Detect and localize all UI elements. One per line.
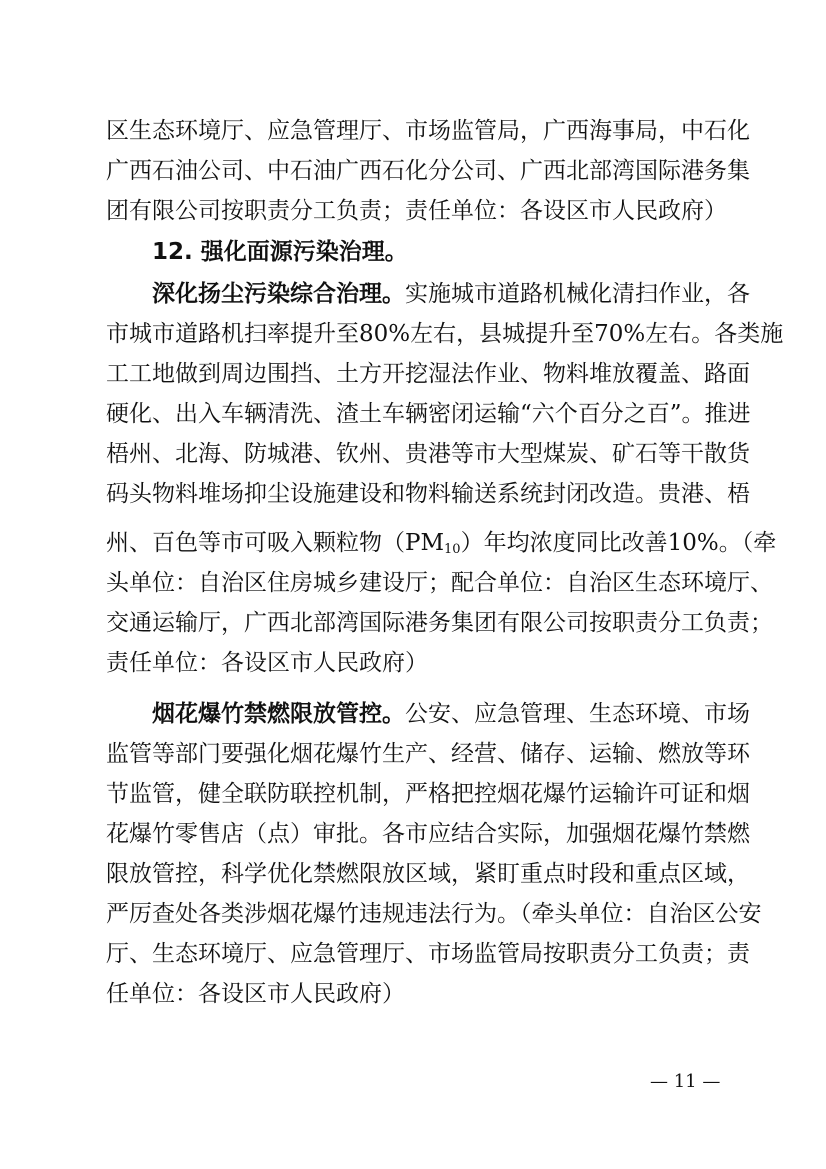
paragraph-text: 实施城市道路机械化清扫作业，各 <box>405 281 750 307</box>
body-text-line: 交通运输厅，广西北部湾国际港务集团有限公司按职责分工负责； <box>106 610 773 636</box>
paragraph-lead: 深化扬尘污染综合治理。 <box>152 281 405 307</box>
paragraph-first-line <box>152 701 750 727</box>
page-number: — 11 — <box>650 1071 721 1092</box>
pm-subscript: 10 <box>444 542 461 557</box>
body-text-line <box>106 530 777 562</box>
body-text-line: 任单位：各设区市人民政府） <box>106 981 405 1007</box>
body-text-line: 码头物料堆场抑尘设施建设和物料输送系统封闭改造。贵港、梧 <box>106 481 750 507</box>
body-text-line: 工工地做到周边围挡、土方开挖湿法作业、物料堆放覆盖、路面 <box>106 361 750 387</box>
body-text-line: 厅、生态环境厅、应急管理厅、市场监管局按职责分工负责；责 <box>106 941 750 967</box>
pm-text-pre: 州、百色等市可吸入颗粒物（PM <box>106 530 445 556</box>
body-text-line: 市城市道路机扫率提升至80%左右，县城提升至70%左右。各类施 <box>106 321 784 347</box>
body-text-line: 硬化、出入车辆清洗、渣土车辆密闭运输“六个百分之百”。推进 <box>106 401 751 427</box>
paragraph-first-line <box>152 281 750 307</box>
body-text-line: 区生态环境厅、应急管理厅、市场监管局，广西海事局，中石化 <box>106 118 750 144</box>
body-text-line: 头单位：自治区住房城乡建设厅；配合单位：自治区生态环境厅、 <box>106 570 773 596</box>
paragraph-text: 公安、应急管理、生态环境、市场 <box>405 701 750 727</box>
pm-text-post: ）年均浓度同比改善10%。（牵 <box>460 530 777 556</box>
body-text-line: 限放管控，科学优化禁燃限放区域，紧盯重点时段和重点区域， <box>106 861 750 887</box>
body-text-line: 梧州、北海、防城港、钦州、贵港等市大型煤炭、矿石等干散货 <box>106 441 750 467</box>
section-heading: 12. 强化面源污染治理。 <box>152 239 408 265</box>
paragraph-lead: 烟花爆竹禁燃限放管控。 <box>152 701 405 727</box>
body-text-line: 花爆竹零售店（点）审批。各市应结合实际，加强烟花爆竹禁燃 <box>106 821 750 847</box>
body-text-line: 团有限公司按职责分工负责；责任单位：各设区市人民政府） <box>106 198 727 224</box>
body-text-line: 广西石油公司、中石油广西石化分公司、广西北部湾国际港务集 <box>106 158 750 184</box>
body-text-line: 节监管，健全联防联控机制，严格把控烟花爆竹运输许可证和烟 <box>106 781 750 807</box>
body-text-line: 监管等部门要强化烟花爆竹生产、经营、储存、运输、燃放等环 <box>106 741 750 767</box>
body-text-line: 严厉查处各类涉烟花爆竹违规违法行为。（牵头单位：自治区公安 <box>106 901 762 927</box>
body-text-line: 责任单位：各设区市人民政府） <box>106 650 428 676</box>
